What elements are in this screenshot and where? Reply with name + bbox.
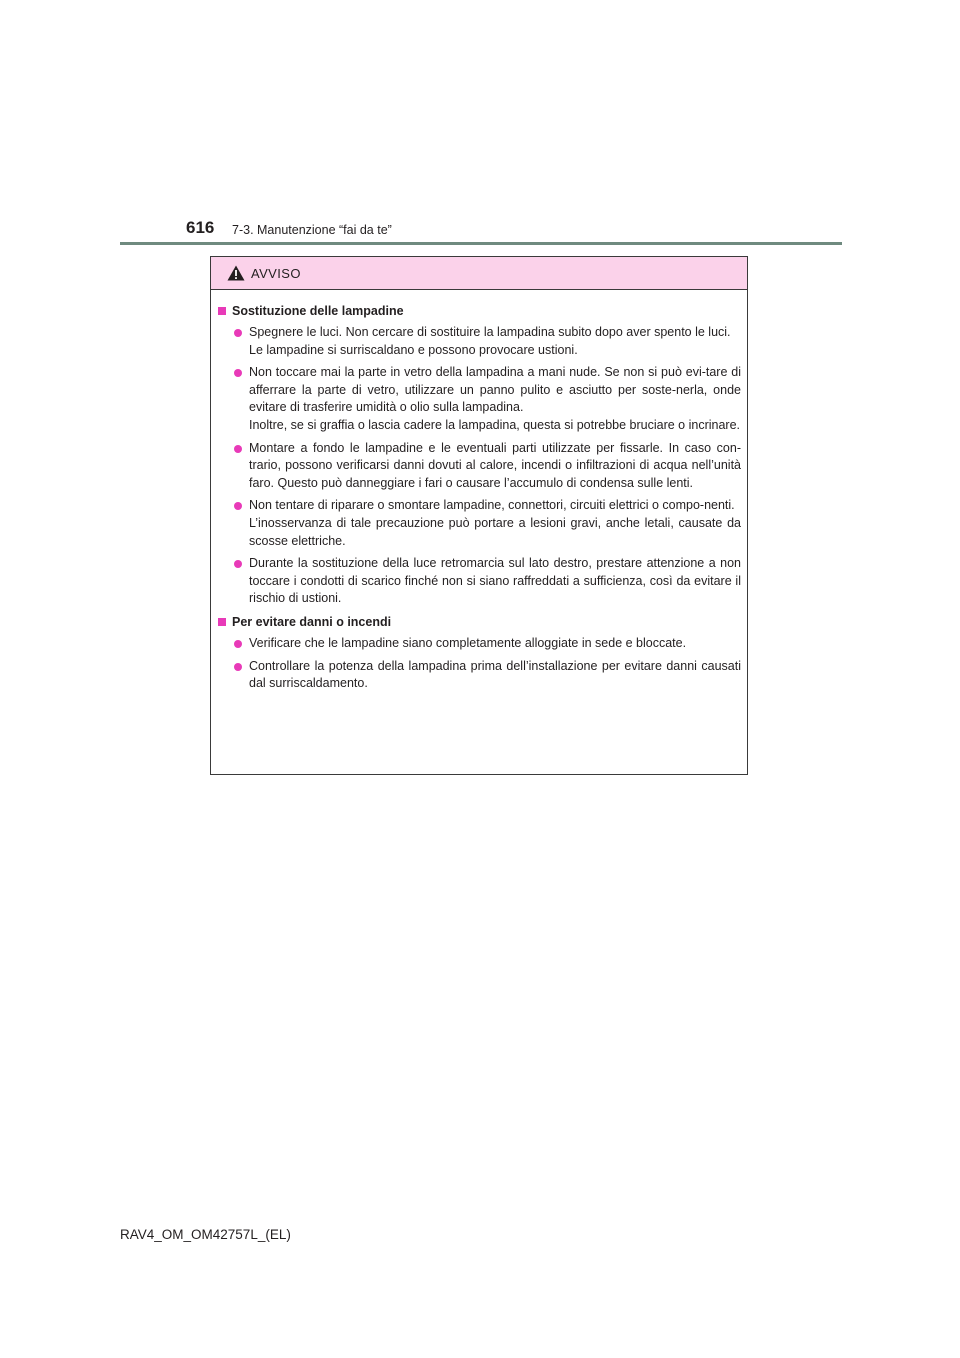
section-heading-text: Sostituzione delle lampadine bbox=[232, 304, 404, 318]
square-bullet-icon bbox=[218, 618, 226, 626]
paragraph: Controllare la potenza della lampadina prima dell’installazione per evitare danni causati dal surriscaldamento. bbox=[249, 658, 741, 691]
list-item-text bbox=[249, 324, 741, 359]
list-item-text bbox=[249, 658, 741, 693]
list-item bbox=[218, 324, 741, 359]
warning-header bbox=[211, 257, 747, 290]
list-item-text bbox=[249, 497, 741, 550]
section-heading-bulb-replacement bbox=[218, 302, 741, 320]
header-rule bbox=[120, 242, 842, 245]
warning-body bbox=[211, 290, 747, 693]
list-item-text bbox=[249, 635, 741, 653]
round-bullet-icon bbox=[234, 502, 242, 510]
round-bullet-icon bbox=[234, 445, 242, 453]
section-title: 7-3. Manutenzione “fai da te” bbox=[232, 223, 392, 237]
list-item bbox=[218, 555, 741, 608]
paragraph: Non toccare mai la parte in vetro della lampadina a mani nude. Se non si può evi-tare di afferrare la parte di vetro, utilizzare un panno pulito e asciutto per soste-nerla, onde evitare di trasferire umidità o olio sulla lampadina. bbox=[249, 365, 741, 415]
section-heading-text: Per evitare danni o incendi bbox=[232, 614, 392, 629]
paragraph: Durante la sostituzione della luce retromarcia sul lato destro, prestare attenzione a non toccare i condotti di scarico finché non si siano raffreddati a sufficienza, così da evitare il rischio di ustioni. bbox=[249, 556, 741, 606]
section-heading-prevent-damage bbox=[218, 613, 741, 631]
round-bullet-icon bbox=[234, 663, 242, 671]
list-item bbox=[218, 658, 741, 693]
list-item bbox=[218, 497, 741, 550]
paragraph: Montare a fondo le lampadine e le eventuali parti utilizzate per fissarle. In caso con-trario, possono verificarsi danni dovuti al calore, incendi o infiltrazioni di acqua nell’unità faro. Questo può danneggiare i fari o causare l’accumulo di condensa sulle lenti. bbox=[249, 440, 741, 490]
square-bullet-icon bbox=[218, 307, 226, 315]
warning-triangle-icon bbox=[227, 265, 245, 281]
round-bullet-icon bbox=[234, 369, 242, 377]
list-item-text bbox=[249, 364, 741, 434]
warning-label: AVVISO bbox=[251, 265, 301, 281]
paragraph: Inoltre, se si graffia o lascia cadere la lampadina, questa si potrebbe bruciare o incrinare. bbox=[249, 417, 741, 432]
round-bullet-icon bbox=[234, 560, 242, 568]
paragraph: Spegnere le luci. Non cercare di sostituire la lampadina subito dopo aver spento le luci. bbox=[249, 325, 731, 339]
paragraph: Verificare che le lampadine siano completamente alloggiate in sede e bloccate. bbox=[249, 635, 687, 650]
round-bullet-icon bbox=[234, 640, 242, 648]
document-code: RAV4_OM_OM42757L_(EL) bbox=[120, 1227, 291, 1242]
paragraph: Non tentare di riparare o smontare lampadine, connettori, circuiti elettrici o compo-nenti. bbox=[249, 498, 735, 513]
page-number: 616 bbox=[186, 218, 215, 237]
paragraph: Le lampadine si surriscaldano e possono provocare ustioni. bbox=[249, 342, 578, 357]
list-item bbox=[218, 635, 741, 653]
list-item bbox=[218, 440, 741, 493]
paragraph: L’inosservanza di tale precauzione può portare a lesioni gravi, anche letali, causate da scosse elettriche. bbox=[249, 515, 741, 548]
round-bullet-icon bbox=[234, 329, 242, 337]
list-item-text bbox=[249, 555, 741, 608]
warning-box bbox=[210, 256, 748, 775]
list-item-text bbox=[249, 440, 741, 493]
list-item bbox=[218, 364, 741, 434]
